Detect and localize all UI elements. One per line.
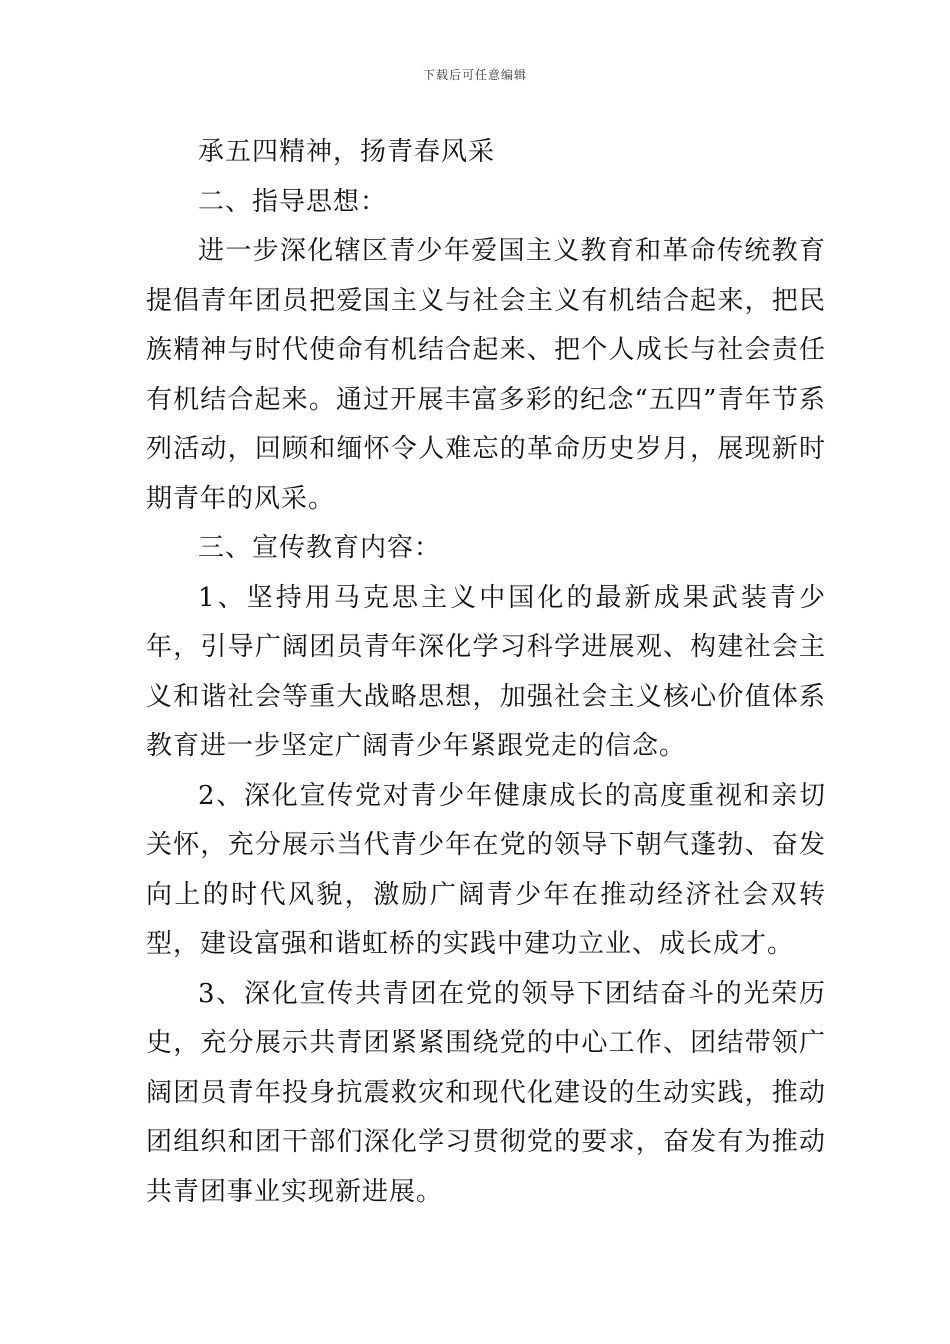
paragraph-content-3: 3、深化宣传共青团在党的领导下团结奋斗的光荣历史，充分展示共青团紧紧围绕党的中心工作、团结带领广阔团员青年投身抗震救灾和现代化建设的生动实践，推动团组织和团干部们深化学习贯彻党的要求，奋发有为推动共青团事业实现新进展。 xyxy=(146,978,826,1207)
paragraph-content-2: 2、深化宣传党对青少年健康成长的高度重视和亲切关怀，充分展示当代青少年在党的领导下朝气蓬勃、奋发向上的时代风貌，激励广阔青少年在推动经济社会双转型，建设富强和谐虹桥的实践中建功立业、成长成才。 xyxy=(146,780,826,959)
heading-guiding-ideology: 二、指导思想： xyxy=(198,186,388,217)
document-body xyxy=(146,128,826,1217)
page-header-note: 下载后可任意编辑 xyxy=(422,68,527,82)
paragraph-content-1: 1、坚持用马克思主义中国化的最新成果武装青少年，引导广阔团员青年深化学习科学进展观、构建社会主义和谐社会等重大战略思想，加强社会主义核心价值体系教育进一步坚定广阔青少年紧跟党走的信念。 xyxy=(146,582,826,761)
heading-education-content: 三、宣传教育内容： xyxy=(198,533,442,563)
paragraph-theme: 承五四精神，扬青春风采 xyxy=(198,137,496,167)
paragraph-guiding-ideology: 进一步深化辖区青少年爱国主义教育和革命传统教育提倡青年团员把爱国主义与社会主义有机结合起来，把民族精神与时代使命有机结合起来、把个人成长与社会责任有机结合起来。通过开展丰富多彩的纪念“五四”青年节系列活动，回顾和缅怀令人难忘的革命历史岁月，展现新时期青年的风采。 xyxy=(146,236,826,514)
